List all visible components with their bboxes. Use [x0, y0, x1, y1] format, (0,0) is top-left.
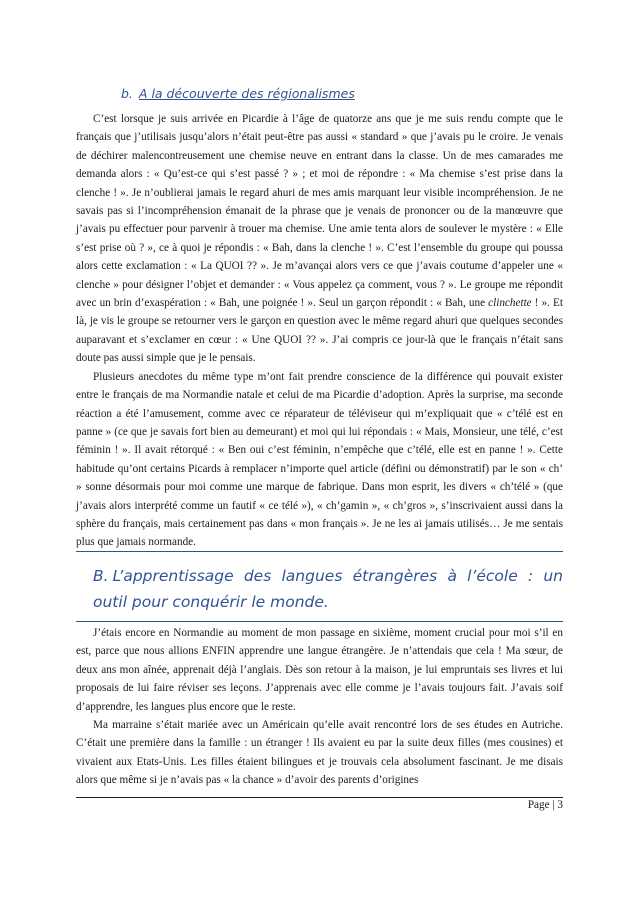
paragraph: J’étais encore en Normandie au moment de mon passage en sixième, moment crucial pour moi s’il en est, parce que nous allions ENFIN apprendre une langue étrangère. Je n’attendais que cela ! Ma sœur, de deux ans mon aînée, apprenait déjà l’anglais. Dès son retour à la maison, je lui empruntais ses livres et lui proposais de lui faire réviser ses leçons. J’apprenais avec elle comme je l’avais toujours fait. J’avais soif d’apprendre, les langues plus encore que le reste.	[76, 627, 563, 713]
footer-rule	[76, 797, 563, 798]
heading-bottom-rule	[76, 621, 563, 622]
section-title: L’apprentissage des langues étrangères à l’école : un outil pour conquérir le monde.	[93, 567, 563, 611]
subsection-title: A la découverte des régionalismes	[138, 86, 355, 101]
body-text-block-1	[76, 110, 563, 552]
heading-top-rule	[76, 551, 563, 552]
page-number: Page | 3	[527, 799, 563, 811]
paragraph: C’est lorsque je suis arrivée en Picardie à l’âge de quatorze ans que je me suis rendu compte que le français que j’utilisais jusqu’alors n’était peut-être pas aussi « standard » que j’avais pu le croire. Je venais de déchirer malencontreusement une chemise neuve en entrant dans la classe. Un de mes camarades me demanda alors : « Qu’est-ce qui s’est passé ? » ; et moi de répondre : « Ma chemise s’est prise dans la clenche ! ». Je n’oublierai jamais le regard ahuri de mes amis marquant leur visible incompréhension. Je ne savais pas si l’incompréhension émanait de la phrase que je venais de prononcer ou de la manœuvre que j’avais pu effectuer pour parvenir à trouer ma chemise. Une amie tenta alors de soulever le mystère : « Elle s’est prise où ? », ce à quoi je répondis : « Bah, dans la clenche ! ». C’est l’ensemble du groupe qui poussa alors cette exclamation : « La QUOI ?? ». Je m’avançai alors vers ce que j’avais coutume d’appeler une « clenche » pour désigner l’objet et demander : « Vous appelez ça comment, vous ? ». Le groupe me répondit avec un brin d’exaspération : « Bah, une poignée ! ». Seul un garçon répondit : « Bah, une clinchette ! ». Et là, je vis le groupe se retourner vers le garçon en question avec le même regard ahuri que quelques secondes auparavant et s’exclamer en cœur : « Une QUOI ?? ». J’ai compris ce jour-là que le français n’était sans doute pas aussi simple que je le pensais.	[76, 113, 564, 365]
paragraph: Ma marraine s’était mariée avec un Américain qu’elle avait rencontré lors de ses études en Autriche. C’était une première dans la famille : un étranger ! Ils avaient eu par la suite deux filles (mes cousines) et vivaient aux Etats-Unis. Les filles étaient bilingues et je trouvais cela absolument fascinant. Je me disais alors que même si je n’avais pas « la chance » d’avoir des parents d’origines	[76, 719, 563, 787]
body-text-block-2	[76, 624, 563, 790]
section-heading	[93, 563, 563, 615]
paragraph: Plusieurs anecdotes du même type m’ont fait prendre conscience de la différence qui pouvait exister entre le français de ma Normandie natale et celui de ma Picardie d’adoption. Après la surprise, ma seconde réaction a été l’amusement, comme avec ce réparateur de téléviseur qui m’expliquait que « c’télé est en panne » (ce que je savais fort bien au demeurant) et moi qui lui répondais : « Mais, Monsieur, une télé, c’est féminin ! ». Il avait rétorqué : « Ben oui c’est féminin, n’empêche que c’télé, elle est en panne ! ». Cette habitude qu’ont certains Picards à remplacer n’importe quel article (défini ou démonstratif) par le son « ch’ » sonne désormais pour moi comme une marque de fabrique. Dans mon esprit, les divers « ch’télé » (que j’avais alors interprété comme un fautif « ce télé »), « ch’gamin », « ch’gros », s’inscrivaient aussi dans la sphère du français, mais certainement pas dans « mon français ». Je ne les ai jamais utilisés… Je me sentais plus que jamais normande.	[76, 370, 563, 549]
subsection-number: b.	[121, 86, 133, 101]
subsection-heading	[121, 86, 355, 101]
emphasized-word: clinchette	[488, 297, 532, 310]
section-number: B.	[93, 567, 109, 585]
